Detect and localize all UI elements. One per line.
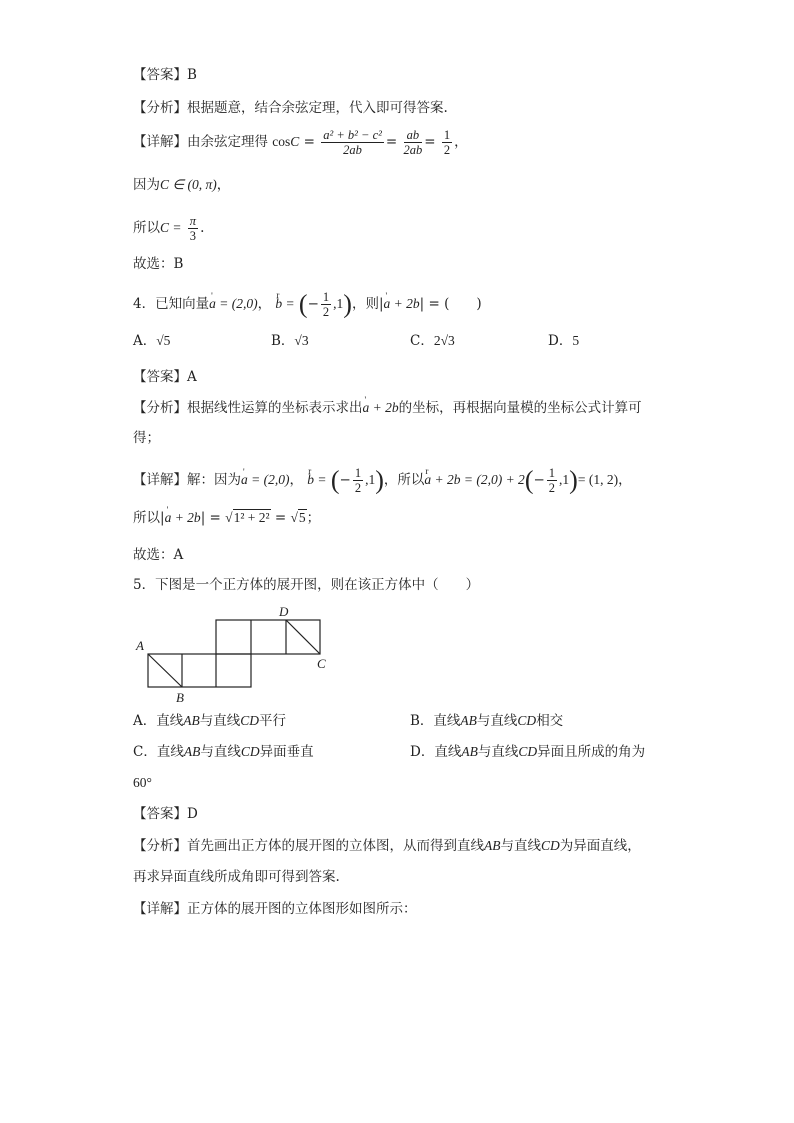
q5-analysis-cont [133,867,340,887]
option-label: C． [133,744,157,760]
q4-analysis-line [133,398,642,418]
analysis-text: 与直线 [500,838,541,854]
q5-analysis-line [133,836,641,856]
punct: ； [306,510,321,526]
option-d[interactable] [548,331,579,351]
fraction-denominator: 3 [189,229,197,243]
q4-detail-line: 【详解】解：因为' a = (2,0)， r b = (− $\frac{1}{2}$ ,1)，所以r a + 2b = (2,0) + 2(− $\frac{1}{2}$ ,1)= (1, 2)， [133,466,632,495]
sqrt-expression: √1² + 2² [225,510,270,525]
option-text: 直线 [433,713,461,729]
text-so: 所以 [133,510,160,526]
detail-tag: 【详解】 [133,472,187,488]
line-ab: AB [460,713,477,728]
vector-b-tail: ,1 [333,296,344,311]
line-cd: CD [240,713,260,728]
paren-close: ) [375,465,384,495]
answer-value: D [187,806,198,822]
angle-c: C [290,134,300,149]
fraction-pi-third [188,214,198,243]
vector-b-tail: ,1 [559,472,570,487]
option-value: 2√3 [433,333,455,348]
text-so: 所以 [133,220,160,236]
fraction-ab [404,128,423,157]
math-lhs: C = [160,220,182,235]
top-row-box [216,620,320,654]
answer-tag: 【答案】 [133,369,187,385]
option-text: 直线 [156,744,184,760]
fraction-half [353,466,363,495]
fraction-denominator: 2 [443,143,451,157]
option-label: D． [548,333,573,349]
line-cd: CD [517,713,537,728]
vector-a: ' a = (2,0) [241,470,289,490]
option-d-continuation: 60° [133,775,152,790]
analysis-tag: 【分析】 [133,100,187,116]
option-d[interactable] [410,742,645,762]
net-grid [148,620,320,687]
fraction-numerator: 1 [354,466,362,480]
diagonal-ab [148,654,182,687]
analysis-text: 为异面直线， [559,838,641,854]
punct: ， [216,177,231,193]
paren-open: ( [524,465,534,495]
bottom-row-box [148,654,251,687]
fraction-numerator: 1 [443,128,451,142]
paren-open: ( [330,465,340,495]
q4-choice-line [133,545,183,565]
label-c: C [317,656,326,671]
answer-value: B [187,67,197,83]
q3-answer-line [133,65,197,85]
answer-tag: 【答案】 [133,67,187,83]
option-label: A． [133,333,157,349]
detail-so: ，所以 [383,472,425,488]
option-text: 与直线 [199,713,241,729]
option-label: C． [410,333,434,349]
detail-result: = (1, 2) [577,472,619,487]
stem-text: 5．下图是一个正方体的展开图，则在该正方体中（ ） [133,577,480,593]
detail-intro: 由余弦定理得 [187,134,268,150]
fraction-half [442,128,452,157]
q3-range-line [133,175,230,195]
punct: . [200,220,205,236]
option-label: D． [410,744,435,760]
line-cd: CD [240,744,260,759]
line-cd: CD [518,744,538,759]
detail-text: 解：因为 [187,472,241,488]
option-value: 5 [572,333,580,348]
vector-a: ' a = (2,0) [209,294,257,314]
vector-sum: r a + 2b = (2,0) + 2 [424,470,524,490]
detail-tag: 【详解】 [133,134,187,150]
option-text: 直线 [434,744,462,760]
option-c[interactable] [133,742,314,762]
radicand: 5 [298,510,306,525]
fraction-denominator: 2ab [403,143,423,157]
fraction-cosine-law [321,128,384,157]
abs-expression: ' a + 2b [165,508,201,528]
equals: = [274,510,287,526]
option-a[interactable] [133,331,170,351]
text-because: 因为 [133,177,160,193]
option-c[interactable] [410,331,455,351]
option-label: A． [133,713,157,729]
fraction-denominator: 2 [322,305,330,319]
stem-mid: ，则 [351,296,379,312]
fraction-denominator: 2 [354,481,362,495]
paren-close: ) [569,465,578,495]
detail-tag: 【详解】 [133,901,187,917]
label-d: D [279,604,289,619]
analysis-text: 根据题意，结合余弦定理，代入即可得答案. [187,100,448,116]
line-cd: CD [541,838,560,853]
q3-analysis-line [133,98,448,118]
label-b: B [176,690,184,705]
line-ab: AB [183,713,200,728]
sqrt-result: √5 [290,510,306,525]
option-a[interactable] [133,711,286,731]
option-label: B． [271,333,295,349]
q3-choice-line [133,254,183,274]
fraction-denominator: 2ab [343,143,362,157]
q4-modulus-line: 所以|' a + 2b| = √1² + 2² = √5； [133,508,320,528]
option-text: 异面垂直 [259,744,314,760]
answer-tag: 【答案】 [133,806,187,822]
paren-open: ( [298,289,308,319]
answer-value: A [187,369,197,385]
vector-b: r b = [307,470,326,490]
cube-net-figure [128,600,338,710]
option-value: √5 [156,333,171,348]
analysis-tag: 【分析】 [133,400,187,416]
option-text: 相交 [536,713,564,729]
fraction-half [547,466,557,495]
paren-close: ) [343,289,352,319]
line-ab: AB [484,838,501,853]
stem-prefix: 4．已知向量 [133,296,210,312]
detail-text: 正方体的展开图的立体图形如图所示： [187,901,417,917]
vector-b: r b = [275,294,294,314]
fraction-denominator: 2 [548,481,556,495]
q4-stem: 4．已知向量' a = (2,0)， r b = (− $\frac{1}{2}$ ,1)，则|' a + 2b| = ( ) [133,290,482,319]
option-b[interactable] [410,711,563,731]
option-text: 与直线 [200,744,241,760]
fraction-half [321,290,331,319]
equals: = [209,510,221,526]
analysis-text-2: 的坐标，再根据向量模的坐标公式计算可 [398,400,642,416]
option-label: B． [410,713,434,729]
q3-result-line [133,214,204,243]
q4-analysis-cont [133,428,160,448]
fraction-numerator: π [189,214,197,228]
option-text: 平行 [259,713,287,729]
fraction-numerator: 1 [322,290,330,304]
option-text: 与直线 [477,744,519,760]
option-b[interactable] [271,331,309,351]
q3-detail-line: 【详解】由余弦定理得 cosC = $\frac{\text{a² + b² − c²}}{2ab}$ = $\frac{ab}{2ab}$ = $\frac{1}{2}$ ， [133,128,468,157]
fraction-numerator: ab [404,128,423,143]
stem-end: = ( ) [428,296,482,312]
label-a: A [136,638,144,653]
q5-stem [133,575,479,595]
q4-answer-line [133,367,197,387]
punct: ， [289,472,303,488]
choice-text: 故选：A [133,547,184,563]
option-value: √3 [294,333,309,348]
option-text: 直线 [156,713,184,729]
fraction-numerator: 1 [548,466,556,480]
analysis-vector: ' a + 2b [363,398,399,418]
option-text: 异面且所成的角为 [537,744,646,760]
line-ab: AB [183,744,201,759]
cos-text: cos [272,134,291,149]
math-range: C ∈ (0, π) [160,177,217,192]
analysis-text: 首先画出正方体的展开图的立体图，从而得到直线 [187,838,484,854]
analysis-text-3: 得； [133,430,160,446]
analysis-text: 再求异面直线所成角即可得到答案. [133,869,340,885]
line-ab: AB [461,744,478,759]
analysis-text: 根据线性运算的坐标表示求出 [187,400,363,416]
option-text: 与直线 [476,713,518,729]
q5-detail-line [133,899,417,919]
analysis-tag: 【分析】 [133,838,187,854]
radicand: 1² + 2² [233,510,270,525]
abs-expression: ' a + 2b [384,294,420,314]
fraction-numerator: a² + b² − c² [323,128,382,142]
q5-answer-line [133,804,198,824]
vector-b-tail: ,1 [365,472,376,487]
diagonal-dc [286,620,320,654]
choice-text: 故选：B [133,256,184,272]
